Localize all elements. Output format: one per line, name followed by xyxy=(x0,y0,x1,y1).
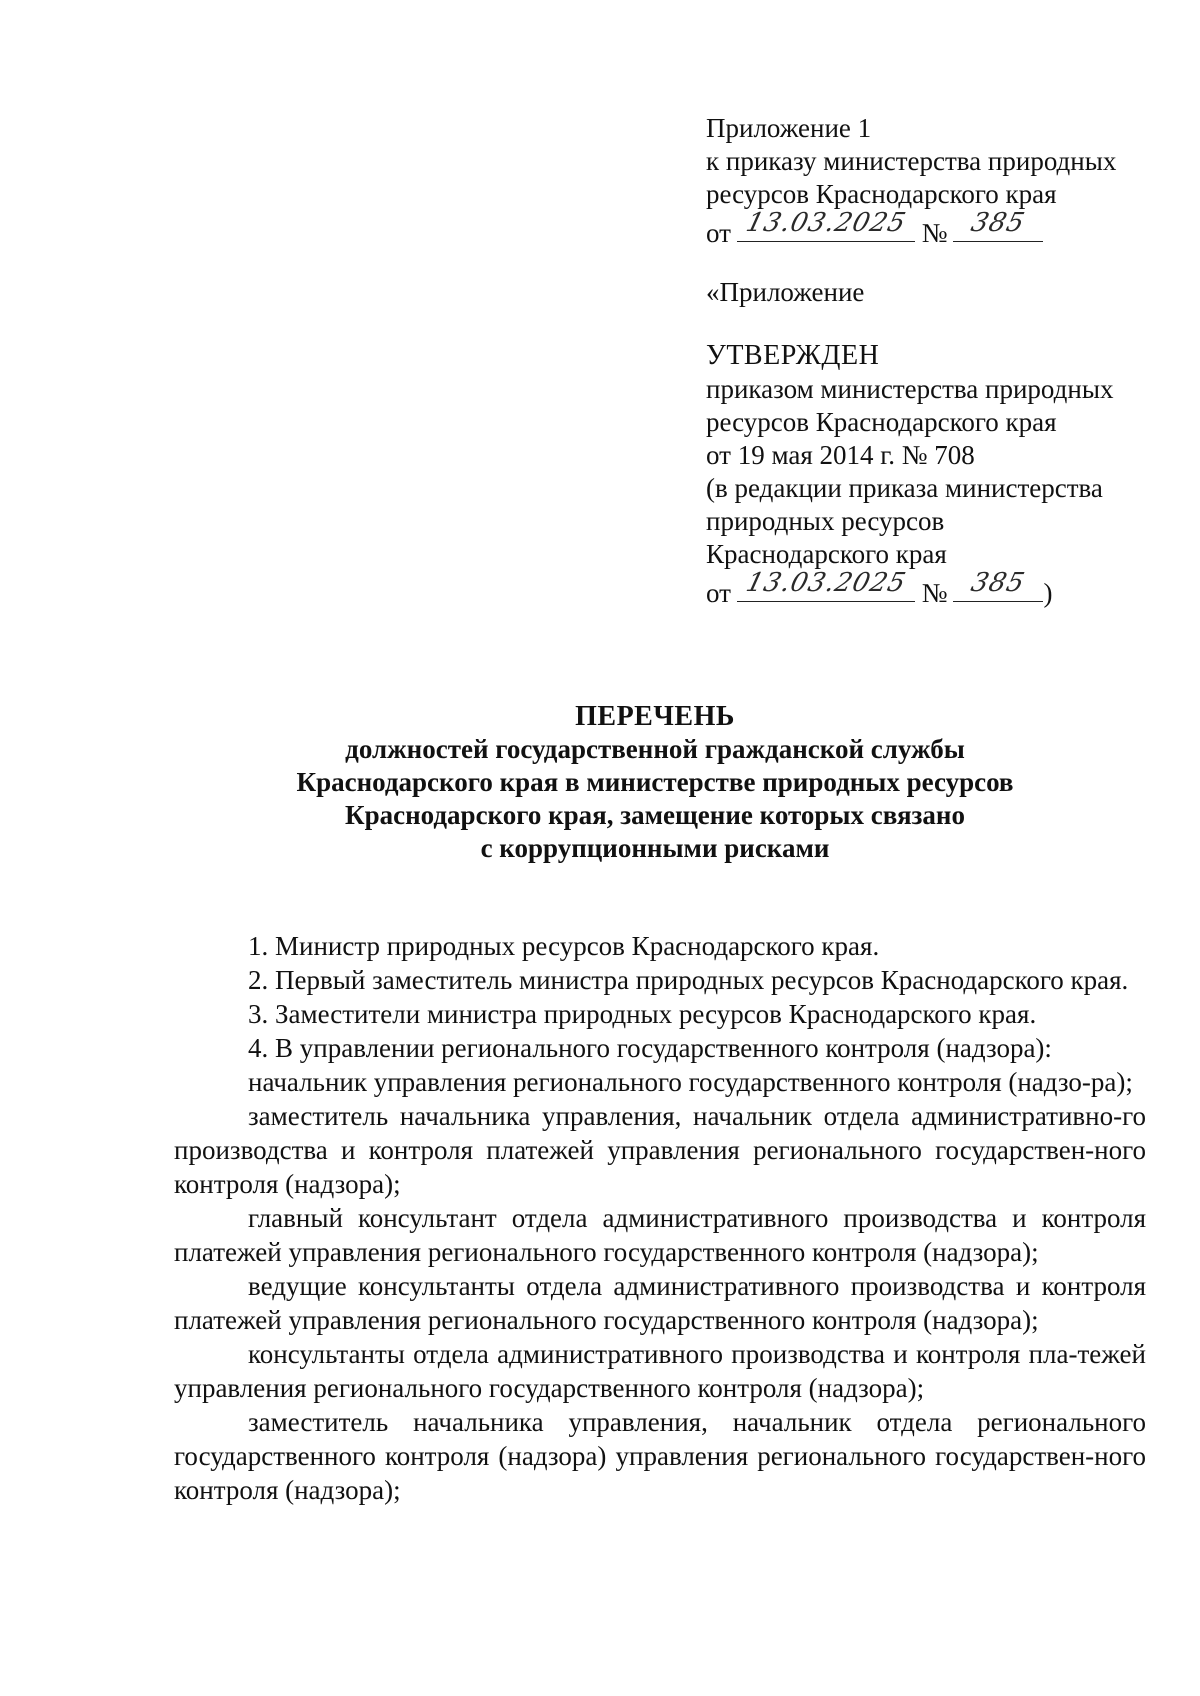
approved-line-2: ресурсов Краснодарского края xyxy=(706,407,1057,437)
appendix-line-3: ресурсов Краснодарского края xyxy=(706,179,1057,209)
appendix-date-line xyxy=(706,208,1176,250)
document-body xyxy=(174,929,1146,1507)
appendix-block xyxy=(706,112,1176,250)
header-block xyxy=(706,112,1176,610)
list-item: заместитель начальника управления, начальник отдела регионального государственного контроля (надзора) управления регионального государствен-ного контроля (надзора); xyxy=(174,1407,1146,1505)
list-item: 3. Заместители министра природных ресурсов Краснодарского края. xyxy=(248,999,1037,1029)
appendix-number-label: № xyxy=(921,218,948,248)
document-title xyxy=(170,700,1140,865)
title-line-1: должностей государственной гражданской службы xyxy=(345,734,965,764)
list-item: ведущие консультанты отдела административного производства и контроля платежей управления регионального государственного контроля (надзора); xyxy=(174,1271,1146,1335)
title-main: ПЕРЕЧЕНЬ xyxy=(575,701,735,732)
approved-line-1: приказом министерства природных xyxy=(706,374,1114,404)
appendix-title: Приложение 1 xyxy=(706,113,872,143)
list-item: начальник управления регионального государственного контроля (надзо-ра); xyxy=(248,1067,1133,1097)
list-item: консультанты отдела административного производства и контроля пла-тежей управления регионального государственного контроля (надзора); xyxy=(174,1339,1146,1403)
approved-line-6: Краснодарского края xyxy=(706,539,947,569)
prilozhenie-block xyxy=(706,276,1176,309)
list-item: заместитель начальника управления, начальник отдела административно-го производства и контроля платежей управления регионального государствен-ного контроля (надзора); xyxy=(174,1101,1146,1199)
approved-number-field xyxy=(953,568,1043,602)
approved-date-line xyxy=(706,568,1176,610)
approved-number-handwritten: 385 xyxy=(968,568,1029,598)
approved-number-label: № xyxy=(921,578,948,608)
approved-date-handwritten: 13.03.2025 xyxy=(742,568,910,598)
appendix-line-2: к приказу министерства природных xyxy=(706,146,1117,176)
title-line-2: Краснодарского края в министерстве природных ресурсов xyxy=(296,767,1014,797)
title-line-4: с коррупционными рисками xyxy=(480,833,830,863)
list-item: 1. Министр природных ресурсов Краснодарского края. xyxy=(248,931,880,961)
approved-line-3: от 19 мая 2014 г. № 708 xyxy=(706,440,975,470)
appendix-date-handwritten: 13.03.2025 xyxy=(742,208,910,238)
approved-closing-paren: ) xyxy=(1043,578,1053,608)
list-item: 4. В управлении регионального государственного контроля (надзора): xyxy=(248,1033,1052,1063)
list-item: главный консультант отдела административного производства и контроля платежей управления регионального государственного контроля (надзора); xyxy=(174,1203,1146,1267)
approved-stamp: УТВЕРЖДЕН xyxy=(706,340,880,371)
approved-block xyxy=(706,339,1176,610)
approved-date-field xyxy=(737,568,915,602)
approved-line-5: природных ресурсов xyxy=(706,506,945,536)
appendix-number-handwritten: 385 xyxy=(968,208,1029,238)
appendix-from-label: от xyxy=(706,218,731,248)
approved-from-label: от xyxy=(706,578,731,608)
appendix-number-field xyxy=(953,208,1043,242)
appendix-date-field xyxy=(737,208,915,242)
approved-line-4: (в редакции приказа министерства xyxy=(706,473,1103,503)
title-line-3: Краснодарского края, замещение которых связано xyxy=(345,800,965,830)
prilozhenie-label: «Приложение xyxy=(706,277,865,307)
list-item: 2. Первый заместитель министра природных ресурсов Краснодарского края. xyxy=(248,965,1129,995)
